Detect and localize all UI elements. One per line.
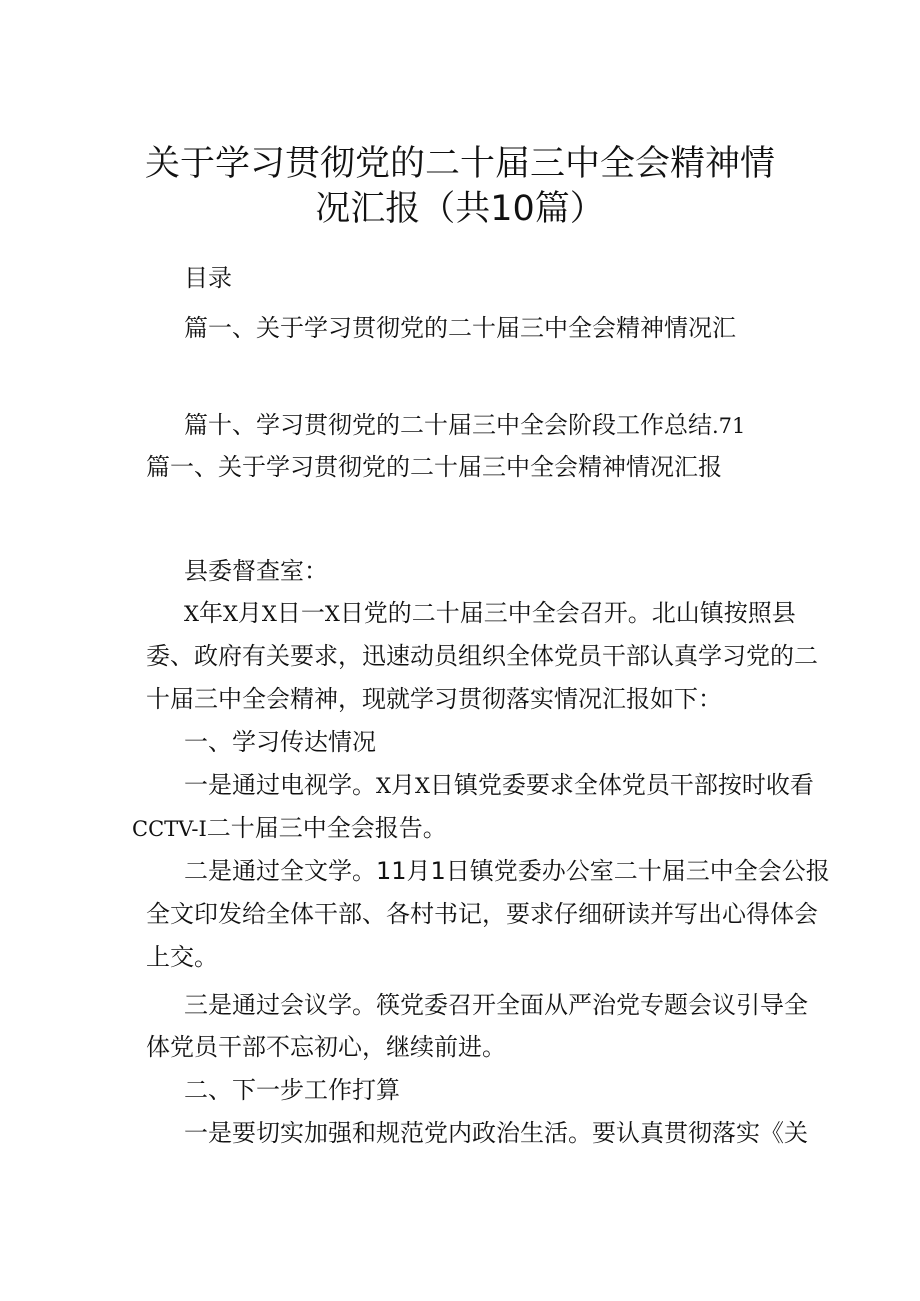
toc-item-10-text: 篇十、学习贯彻党的二十届三中全会阶段工作总结 [184, 411, 712, 439]
text-x: X [184, 602, 199, 626]
paragraph-4-line-2: 体党员干部不忘初心，继续前进。 [146, 1033, 506, 1061]
text-x: X [376, 774, 391, 798]
paragraph-3-line-1: 二是通过全文学。11月1日镇党委办公室二十届三中全会公报 [184, 857, 830, 885]
text-segment: 月 [390, 771, 415, 799]
paragraph-3-line-2: 全文印发给全体干部、各村书记，要求仔细研读并写出心得体会 [146, 900, 818, 928]
heading-2: 二、下一步工作打算 [184, 1076, 400, 1104]
heading-1: 一、学习传达情况 [184, 728, 376, 756]
text-x: X [324, 602, 340, 626]
document-title-line-1: 关于学习贯彻党的二十届三中全会精神情 [144, 144, 775, 184]
text-segment: 二十届三中全会报告。 [206, 814, 447, 842]
text-segment: 一是通过电视学。 [184, 771, 376, 799]
document-title-line-2: 况汇报（共10篇） [315, 189, 605, 229]
toc-item-1[interactable]: 篇一、关于学习贯彻党的二十届三中全会精神情况汇 [184, 314, 736, 342]
paragraph-1-line-3: 十届三中全会精神，现就学习贯彻落实情况汇报如下： [146, 685, 722, 713]
text-segment: 日一 [276, 599, 325, 627]
paragraph-2-line-2 [132, 810, 447, 847]
paragraph-5-line-1: 一是要切实加强和规范党内政治生活。要认真贯彻落实《关 [184, 1119, 808, 1147]
toc-item-10[interactable] [184, 407, 745, 444]
text-x: X [222, 602, 238, 626]
paragraph-1-line-2: 委、政府有关要求，迅速动员组织全体党员干部认真学习党的二 [146, 642, 818, 670]
cctv-code: CCTV-I [132, 817, 207, 841]
addressee: 县委督查室： [184, 557, 328, 585]
text-x: X [261, 602, 277, 626]
paragraph-4-line-1: 三是通过会议学。筷党委召开全面从严治党专题会议引导全 [184, 991, 808, 1019]
text-segment: 日党的二十届三中全会召开。北山镇按照县 [339, 599, 796, 627]
section-heading: 篇一、关于学习贯彻党的二十届三中全会精神情况汇报 [146, 453, 722, 481]
text-x: X [414, 774, 430, 798]
text-segment: 月 [237, 599, 262, 627]
text-segment: 日镇党委要求全体党员干部按时收看 [429, 771, 814, 799]
toc-label: 目录 [184, 264, 232, 292]
text-segment: 年 [198, 599, 223, 627]
paragraph-3-line-3: 上交。 [146, 943, 218, 971]
toc-item-10-page: .71 [712, 414, 746, 438]
paragraph-1-line-1 [184, 595, 796, 632]
paragraph-2-line-1 [184, 767, 814, 804]
